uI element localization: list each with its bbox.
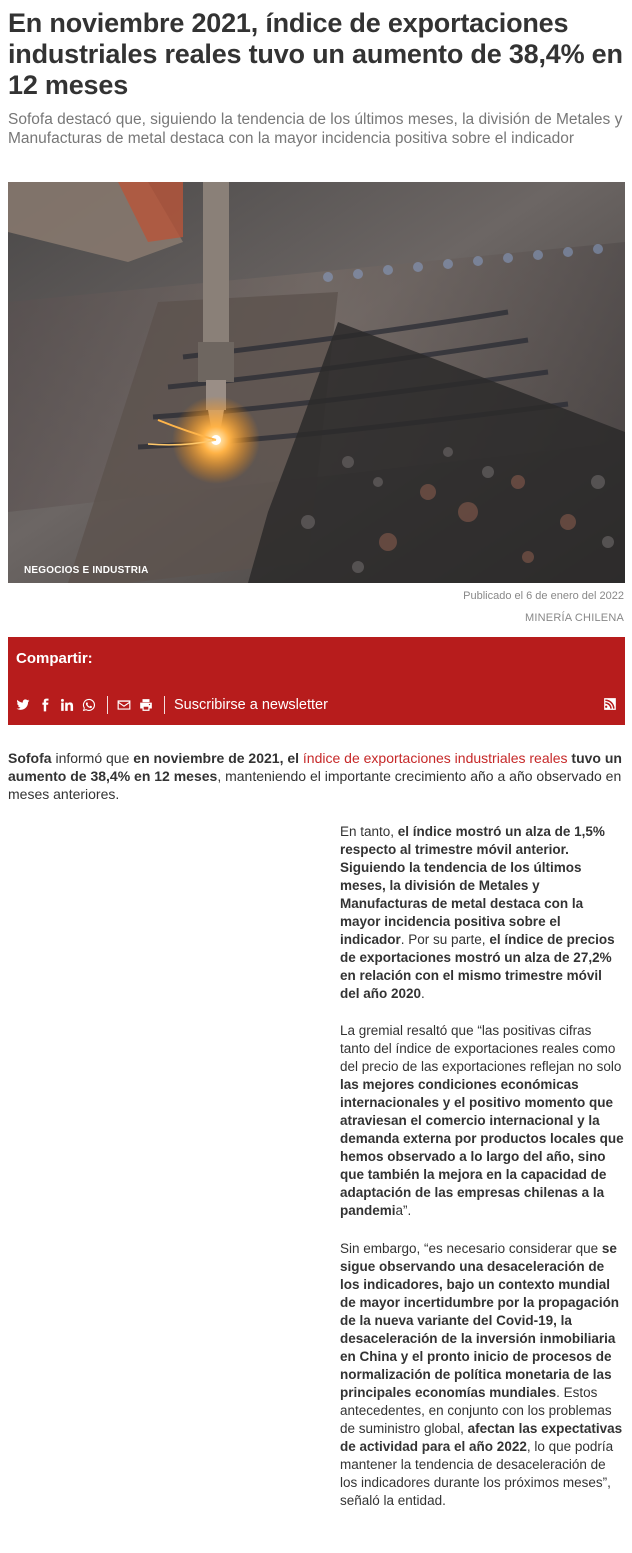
share-bar [8, 637, 625, 725]
share-divider [164, 696, 165, 714]
rss-icon[interactable] [603, 697, 617, 711]
twitter-icon[interactable] [16, 698, 30, 712]
hero-image [8, 182, 625, 583]
share-actions [16, 695, 328, 715]
article-paragraph-3: Sin embargo, “es necesario considerar que se sigue observando una desaceleración de los indicadores, bajo un contexto mundial de mayor incertidumbre por la propagación de la nueva variante del Covid-19, la desaceleración de la inversión inmobiliaria en China y el pronto inicio de procesos de normalización de política monetaria de las principales economías mundiales. Estos antecedentes, en conjunto con los problemas de suministro global, afectan las expectativas de actividad para el año 2022, lo que podría mantener la tendencia de desaceleración de los indicadores durante los próximos meses”, señaló la entidad. [340, 1241, 623, 1508]
whatsapp-icon[interactable] [82, 698, 96, 712]
index-link[interactable]: índice de exportaciones industriales reales [302, 750, 568, 766]
article-headline: En noviembre 2021, índice de exportaciones industriales reales tuvo un aumento de 38,4% en 12 meses [8, 8, 623, 100]
email-icon[interactable] [117, 698, 131, 712]
facebook-icon[interactable] [38, 698, 52, 712]
category-badge[interactable]: NEGOCIOS E INDUSTRIA [24, 565, 149, 576]
share-divider [107, 696, 108, 714]
publish-date: Publicado el 6 de enero del 2022 [463, 590, 624, 602]
article-paragraph-1: En tanto, el índice mostró un alza de 1,5% respecto al trimestre móvil anterior. Siguiendo la tendencia de los últimos meses, la división de Metales y Manufacturas de metal destaca con la mayor incidencia positiva sobre el indicador. Por su parte, el índice de precios de exportaciones mostró un alza de 27,2% en relación con el mismo trimestre móvil del año 2020. [340, 824, 615, 1001]
article-source: MINERÍA CHILENA [525, 612, 624, 624]
newsletter-link[interactable]: Suscribirse a newsletter [174, 697, 328, 713]
linkedin-icon[interactable] [60, 698, 74, 712]
article-lead-paragraph: Sofofa informó que en noviembre de 2021, el índice de exportaciones industriales reales tuvo un aumento de 38,4% en 12 meses, manteniendo el importante crecimiento año a año observado en meses anteriores. [8, 750, 622, 802]
article-subheadline: Sofofa destacó que, siguiendo la tendencia de los últimos meses, la división de Metales y Manufacturas de metal destaca con la mayor incidencia positiva sobre el indicador [8, 111, 623, 147]
article-paragraph-2: La gremial resaltó que “las positivas cifras tanto del índice de exportaciones reales como del precio de las exportaciones reflejan no solo las mejores condiciones económicas internacionales y el positivo momento que atraviesan el comercio internacional y la demanda externa por productos locales que hemos observado a lo largo del año, sino que también la mejora en la capacidad de adaptación de las empresas chilenas a la pandemia”. [340, 1023, 624, 1218]
print-icon[interactable] [139, 698, 153, 712]
share-title: Compartir: [16, 650, 93, 667]
